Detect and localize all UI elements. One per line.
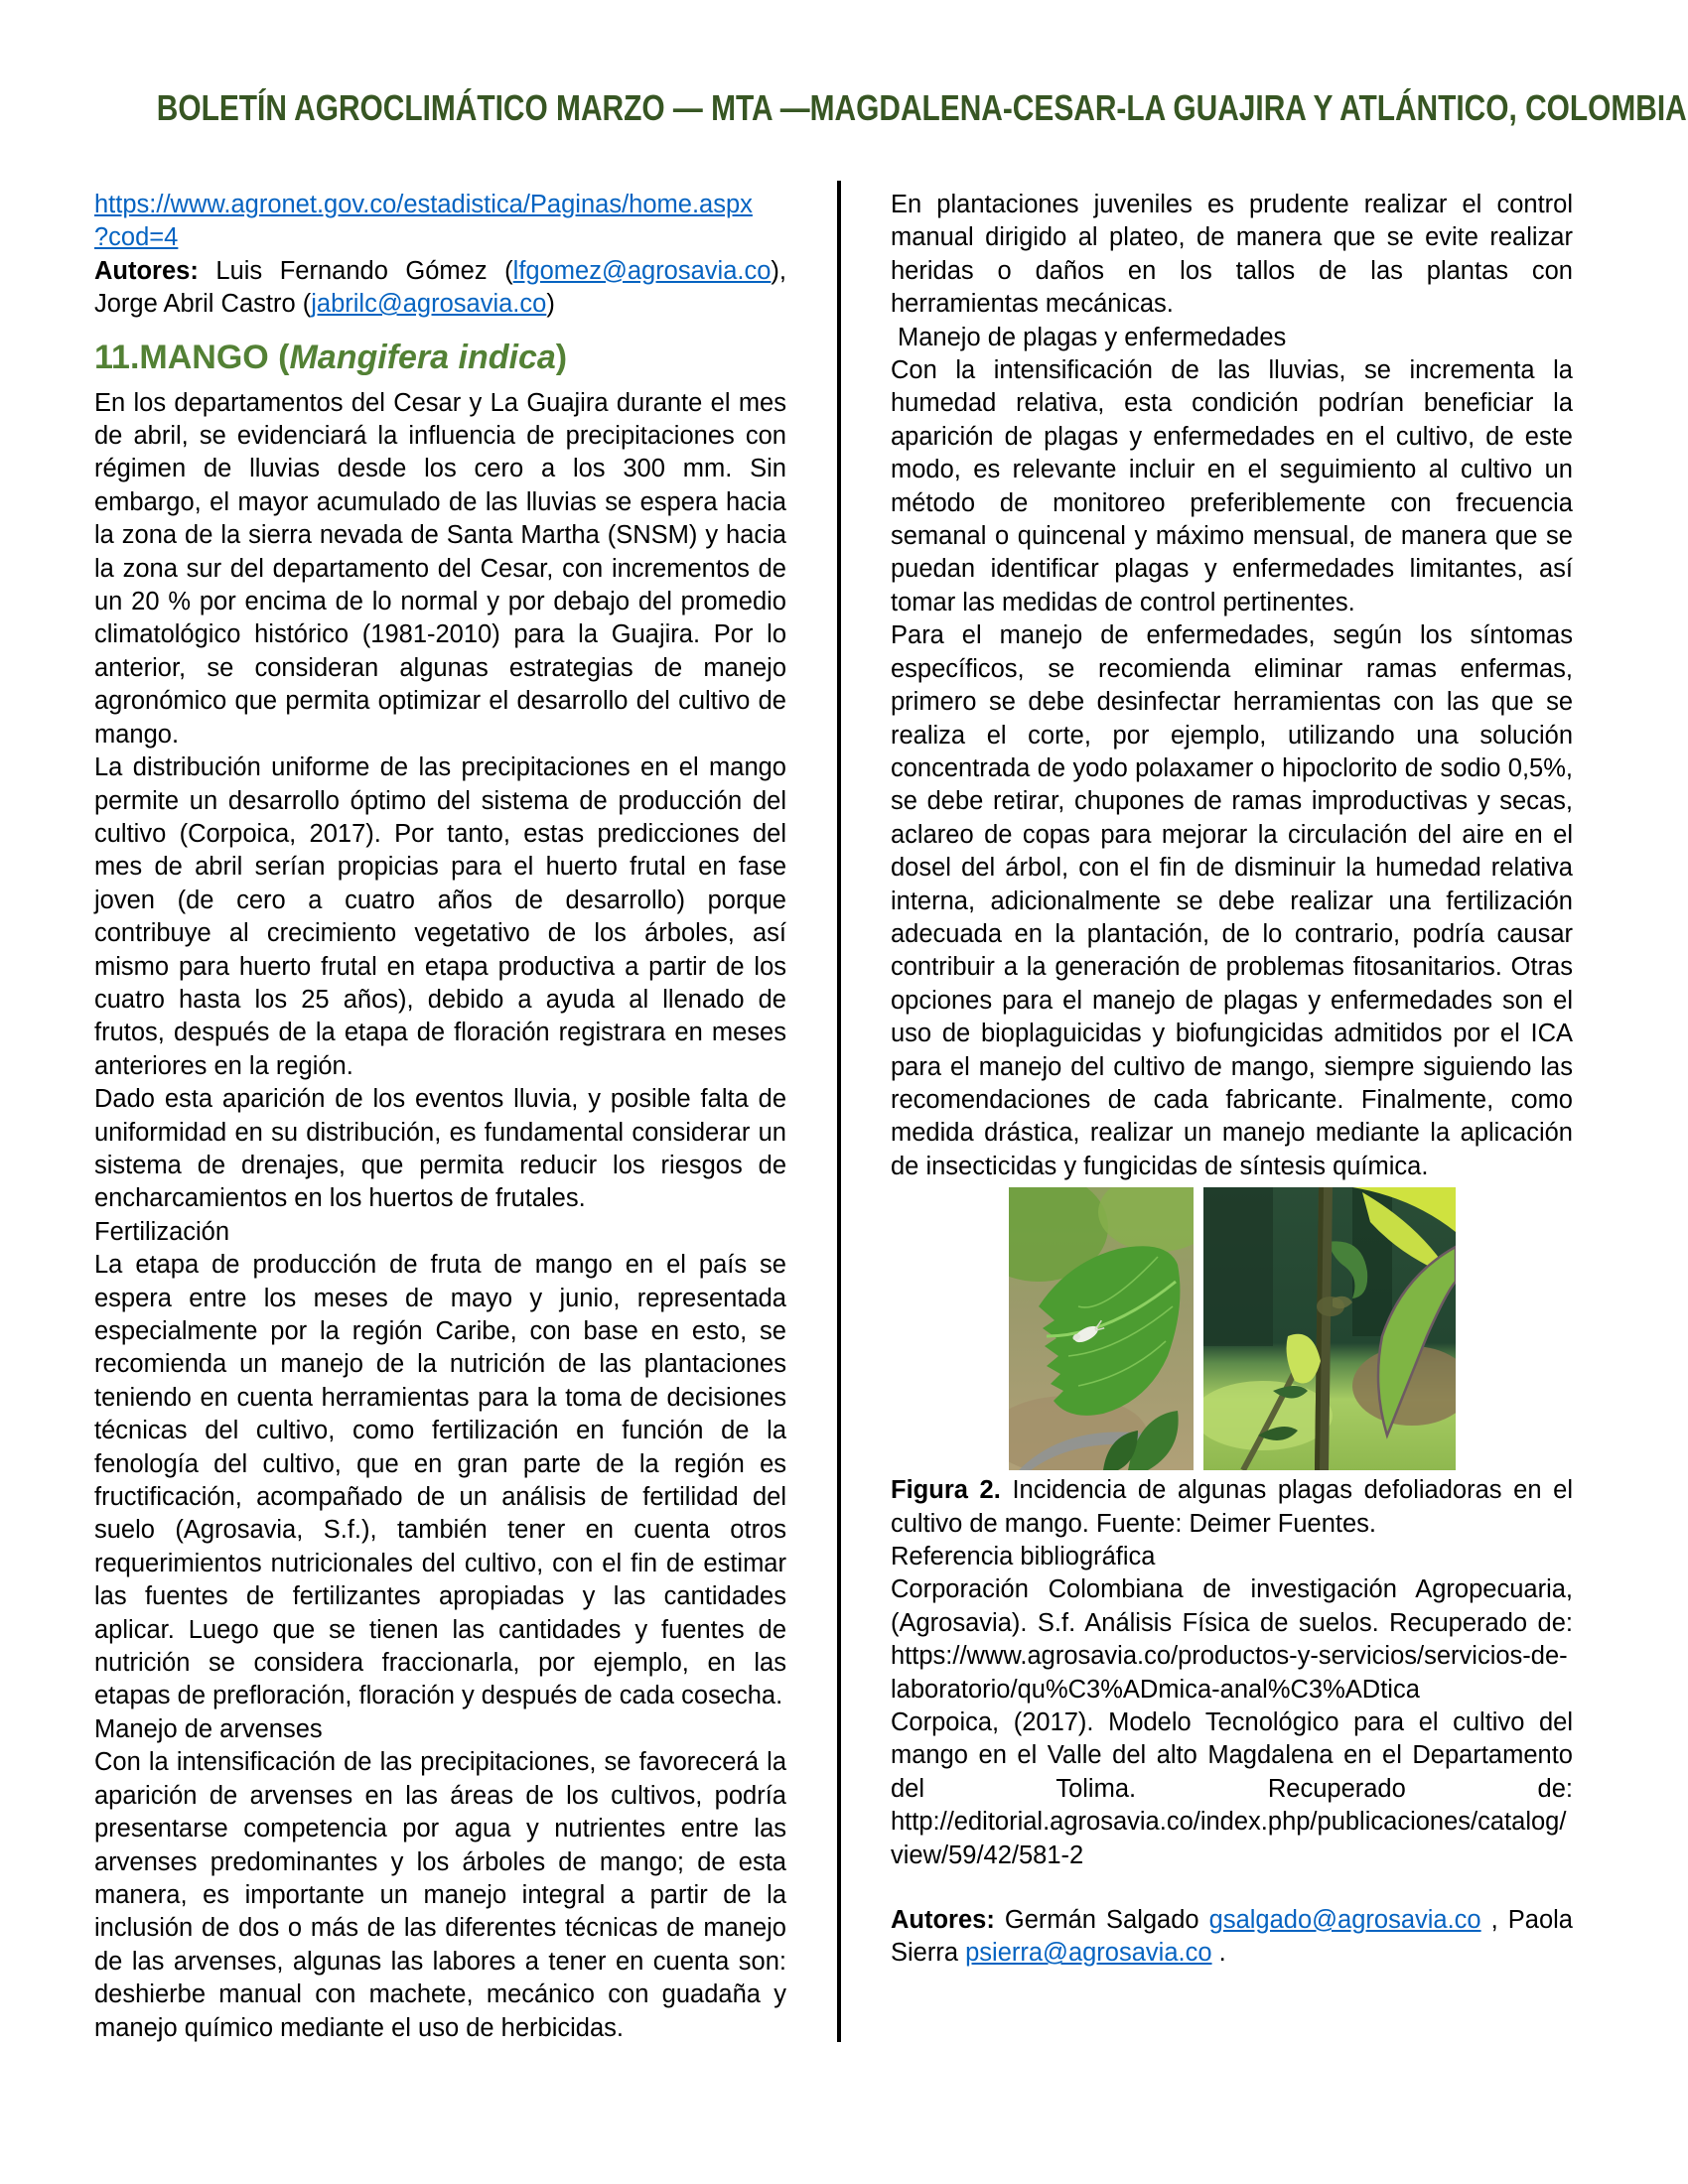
reference-corpoica-text: Corpoica, (2017). Modelo Tecnológico para el cultivo del mango en el Valle del alto Magdalena en el Departamento del Tolima. Recuperado de:	[891, 1708, 1573, 1803]
references-heading: Referencia bibliográfica	[891, 1543, 1156, 1570]
figure-caption-label: Figura 2.	[891, 1476, 1001, 1505]
authors-line-bottom	[891, 1904, 1573, 1971]
paragraph-plantaciones-juveniles: En plantaciones juveniles es prudente realizar el control manual dirigido al plateo, de manera que se evite realizar heridas o daños en los tallos de las plantas con herramientas mecánicas.	[891, 191, 1573, 319]
author-email-jabrilc[interactable]: jabrilc@agrosavia.co	[311, 290, 547, 319]
author-email-gsalgado[interactable]: gsalgado@agrosavia.co	[1208, 1906, 1481, 1935]
authors-text-3: )	[546, 290, 555, 319]
subheading-manejo-arvenses: Manejo de arvenses	[94, 1714, 323, 1743]
reference-agrosavia-url: https://www.agrosavia.co/productos-y-servicios/servicios-de-laboratorio/qu%C3%ADmica-anal%C3%ADtica	[891, 1642, 1568, 1704]
leaf-insect-photo	[1009, 1187, 1194, 1470]
left-column	[94, 189, 786, 2045]
figure-caption-text: Incidencia de algunas plagas defoliadoras en el cultivo de mango. Fuente: Deimer Fuentes.	[891, 1476, 1573, 1538]
agronet-link-line1: https://www.agronet.gov.co/estadistica/Paginas/home.aspx	[94, 191, 753, 218]
reference-corpoica	[891, 1706, 1573, 1872]
authors-label: Autores:	[94, 256, 199, 285]
authors-text-2: ), Jorge Abril Castro (	[94, 256, 786, 319]
section-heading-species: Mangifera indica	[289, 338, 556, 376]
subheading-fertilizacion: Fertilización	[94, 1217, 230, 1246]
reference-corpoica-url: http://editorial.agrosavia.co/index.php/publicaciones/catalog/view/59/42/581-2	[891, 1808, 1567, 1869]
authors-bottom-text-2: , Paola Sierra	[891, 1906, 1573, 1968]
authors-bottom-text-1: Germán Salgado	[994, 1906, 1209, 1935]
paragraph-drainage: Dado esta aparición de los eventos lluvia, y posible falta de uniformidad en su distribución, es fundamental considerar un sistema de drenajes, que permita reducir los riesgos de encharcamientos en los huertos de frutales.	[94, 1085, 786, 1213]
figure-2	[891, 1187, 1573, 1470]
agronet-link-line2: ?cod=4	[94, 223, 179, 252]
section-heading-close: )	[555, 338, 568, 376]
authors-text-1: Luis Fernando Gómez (	[198, 256, 513, 285]
authors-bottom-text-3: .	[1211, 1939, 1226, 1968]
section-heading-number: 11.MANGO (	[94, 338, 290, 376]
agronet-link[interactable]	[94, 189, 786, 255]
author-email-psierra[interactable]: psierra@agrosavia.co	[965, 1939, 1212, 1968]
paragraph-manejo-arvenses: Con la intensificación de las precipitaciones, se favorecerá la aparición de arvenses en las áreas de los cultivos, podría presentarse competencia por agua y nutrientes entre las arvenses predominantes y los árboles de mango; de esta manera, es importante un manejo integral a partir de la inclusión de dos o más de las diferentes técnicas de manejo de las arvenses, algunas las labores a tener en cuenta son: deshierbe manual con machete, mecánico con guadaña y manejo químico mediante el uso de herbicidas.	[94, 1748, 786, 2042]
reference-agrosavia-text: Corporación Colombiana de investigación Agropecuaria, (Agrosavia). S.f. Análisis Física de suelos. Recuperado de:	[891, 1575, 1573, 1637]
page-title-text: BOLETÍN AGROCLIMÁTICO MARZO — MTA —MAGDALENA-CESAR-LA GUAJIRA Y ATLÁNTICO, COLOMBIA	[156, 87, 1687, 128]
authors-bottom-label: Autores:	[891, 1906, 995, 1935]
reference-agrosavia	[891, 1573, 1573, 1706]
subheading-manejo-plagas: Manejo de plagas y enfermedades	[898, 323, 1287, 351]
column-divider	[837, 181, 841, 2042]
paragraph-climate-outlook: En los departamentos del Cesar y La Guajira durante el mes de abril, se evidenciará la influencia de precipitaciones con régimen de lluvias desde los cero a los 300 mm. Sin embargo, el mayor acumulado de las lluvias se espera hacia la zona de la sierra nevada de Santa Martha (SNSM) y hacia la zona sur del departamento del Cesar, con incrementos de un 20 % por encima de lo normal y por debajo del promedio climatológico histórico (1981-2010) para la Guajira. Por lo anterior, se consideran algunas estrategias de manejo agronómico que permita optimizar el desarrollo del cultivo de mango.	[94, 388, 786, 749]
page-title	[0, 87, 1688, 129]
stem-leaves-photo	[1203, 1187, 1456, 1470]
paragraph-fertilizacion: La etapa de producción de fruta de mango en el país se espera entre los meses de mayo y junio, representada especialmente por la región Caribe, con base en esto, se recomienda un manejo de la nutrición de las plantaciones teniendo en cuenta herramientas para la toma de decisiones técnicas del cultivo, como fertilización en función de la fenología del cultivo, que en gran parte de la región es fructificación, acompañado de un análisis de fertilidad del suelo (Agrosavia, S.f.), también tener en cuenta otros requerimientos nutricionales del cultivo, con el fin de estimar las fuentes de fertilizantes apropiadas y las cantidades aplicar. Luego que se tienen las cantidades y fuentes de nutrición se considera fraccionarla, por ejemplo, en las etapas de prefloración, floración y después de cada cosecha.	[94, 1251, 786, 1710]
paragraph-monitoreo: Con la intensificación de las lluvias, se incrementa la humedad relativa, esta condición podrían beneficiar la aparición de plagas y enfermedades en el cultivo, de este modo, es relevante incluir en el seguimiento al cultivo un método de monitoreo preferiblemente con frecuencia semanal o quincenal y máximo mensual, de manera que se puedan identificar plagas y enfermedades limitantes, así tomar las medidas de control pertinentes.	[891, 356, 1573, 616]
authors-line	[94, 255, 786, 322]
agronet-link-block	[94, 189, 786, 255]
right-column	[891, 189, 1573, 1971]
section-heading-mango	[94, 338, 786, 377]
paragraph-precipitation-distribution: La distribución uniforme de las precipitaciones en el mango permite un desarrollo óptimo del sistema de producción del cultivo (Corpoica, 2017). Por tanto, estas predicciones del mes de abril serían propicias para el huerto frutal en fase joven (de cero a cuatro años de desarrollo) porque contribuye al crecimiento vegetativo de los árboles, así mismo para huerto frutal en etapa productiva a partir de los cuatro hasta los 25 años), debido a ayuda al llenado de frutos, después de la etapa de floración registrara en meses anteriores en la región.	[94, 753, 786, 1080]
paragraph-manejo-enfermedades: Para el manejo de enfermedades, según los síntomas específicos, se recomienda eliminar ramas enfermas, primero se debe desinfectar herramientas con las que se realiza el corte, por ejemplo, utilizando una solución concentrada de yodo polaxamer o hipoclorito de sodio 0,5%, se debe retirar, chupones de ramas improductivas y secas, aclareo de copas para mejorar la circulación del aire en el dosel del árbol, con el fin de disminuir la humedad relativa interna, adicionalmente se debe realizar una fertilización adecuada en la plantación, de lo contrario, podría causar contribuir a la generación de problemas fitosanitarios. Otras opciones para el manejo de plagas y enfermedades son el uso de bioplaguicidas y biofungicidas admitidos por el ICA para el manejo del cultivo de mango, siempre siguiendo las recomendaciones de cada fabricante. Finalmente, como medida drástica, realizar un manejo mediante la aplicación de insecticidas y fungicidas de síntesis química.	[891, 621, 1573, 1180]
figure-caption	[891, 1474, 1573, 1541]
author-email-lfgomez[interactable]: lfgomez@agrosavia.co	[512, 256, 772, 285]
